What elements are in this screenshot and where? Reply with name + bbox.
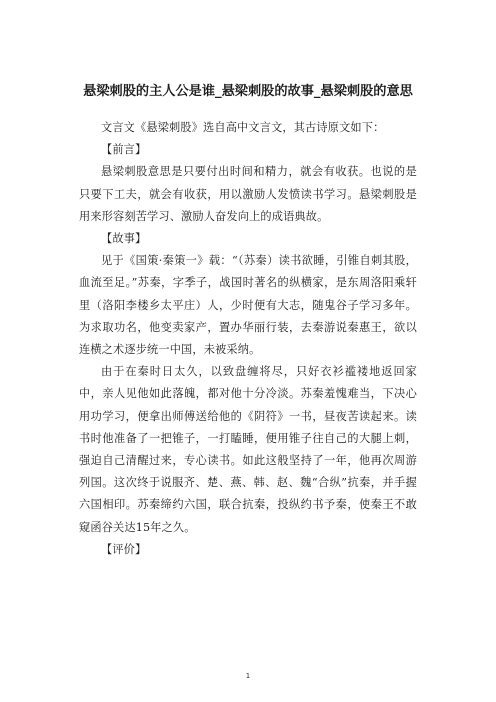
intro-paragraph: 文言文《悬梁刺股》选自高中文言文，其古诗原文如下： (101, 121, 385, 134)
document-body (79, 117, 417, 561)
preface-paragraph: 悬梁刺股意思是只要付出时间和精力，就会有收获。也说的是只要下工夫，就会有收获，用以激励人发愤读书学习。悬梁刺股是用来形容刻苦学习、激励人奋发向上的成语典故。 (79, 165, 417, 223)
story-paragraph-2: 由于在秦时日太久，以致盘缠将尽，只好衣衫褴褛地返回家中，亲人见他如此落魄，都对他十分冷淡。苏秦羞愧难当，下决心用功学习，便拿出师傅送给他的《阴符》一书，昼夜苦读起来。读书时他准备了一把锥子，一打瞌睡，便用锥子往自己的大腿上刺，强迫自己清醒过来，专心读书。如此这般坚持了一年，他再次周游列国。这次终于说服齐、楚、燕、韩、赵、魏“合纵”抗秦，并手握六国相印。苏秦缔约六国，联合抗秦，投纵约书予秦，使秦王不敢窥函谷关达15年之久。 (79, 365, 417, 534)
document-title: 悬梁刺股的主人公是谁_悬梁刺股的故事_悬梁刺股的意思 (83, 84, 413, 99)
story-paragraph-1: 见于《国策·秦策一》载：“（苏秦）读书欲睡，引锥自刺其股，血流至足。”苏秦，字季子，战国时著名的纵横家，是东周洛阳乘轩里（洛阳李楼乡太平庄）人，少时便有大志，随鬼谷子学习多年。为求取功名，他变卖家产，置办华丽行装，去秦游说秦惠王，欲以连横之术逐步统一中国，未被采纳。 (79, 254, 417, 357)
section-heading-preface: 【前言】 (101, 143, 147, 157)
section-heading-evaluation: 【评价】 (101, 542, 147, 556)
section-heading-story: 【故事】 (101, 232, 147, 246)
page-number: 1 (245, 672, 251, 680)
